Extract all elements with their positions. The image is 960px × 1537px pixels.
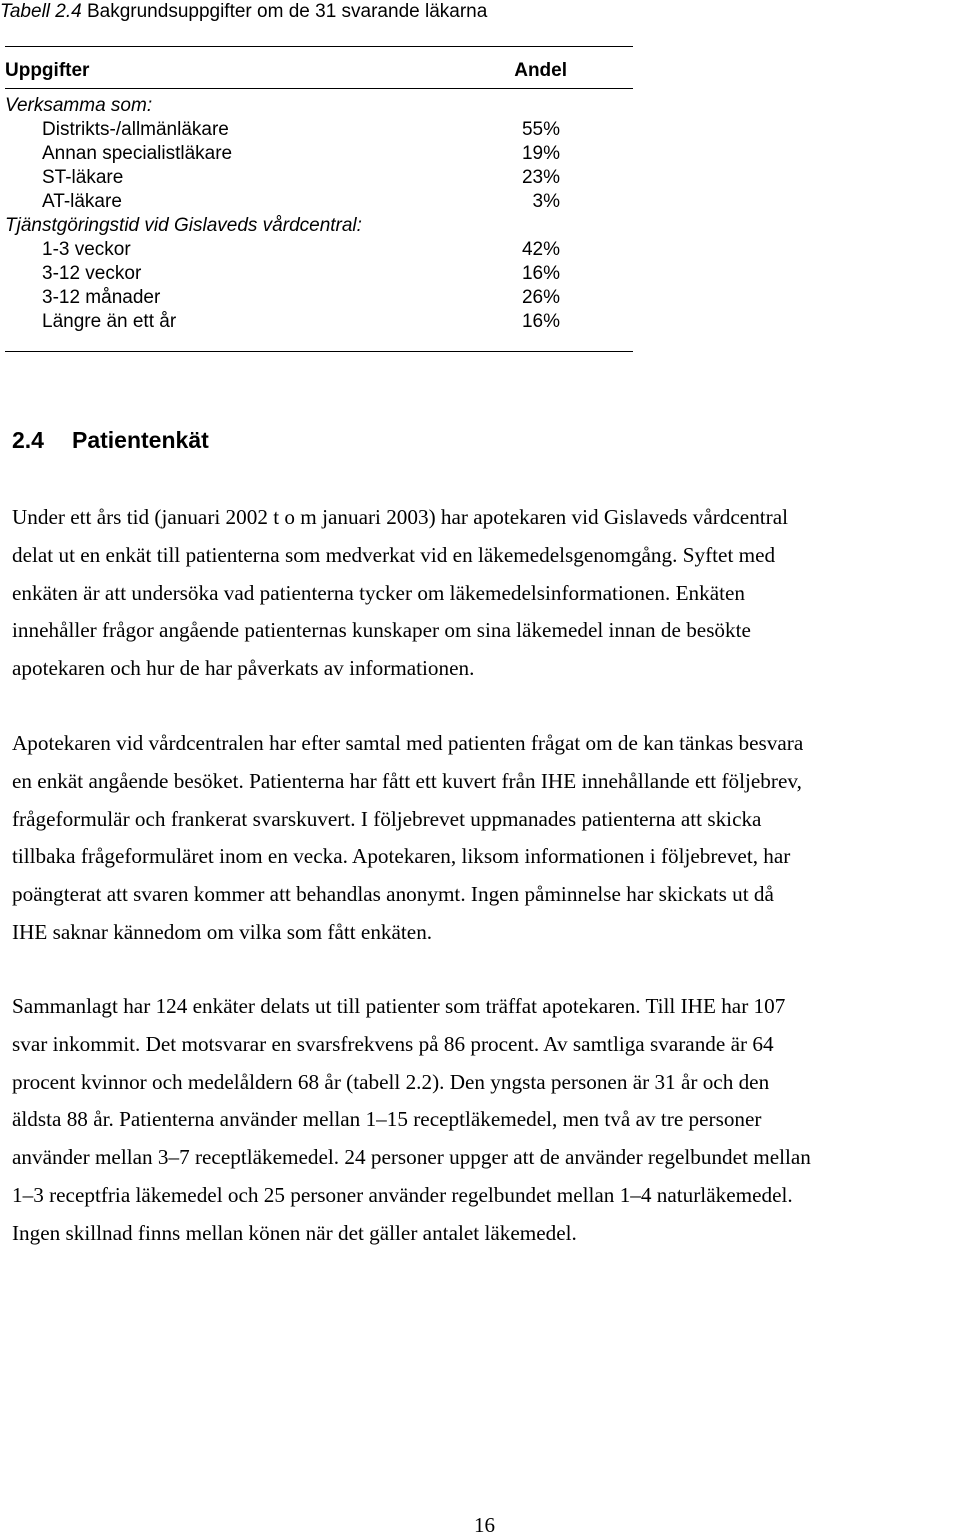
row-value: 55% bbox=[521, 119, 560, 140]
row-label: 3-12 månader bbox=[42, 287, 161, 308]
table-caption bbox=[0, 0, 487, 24]
table-caption-text: Bakgrundsuppgifter om de 31 svarande läkarna bbox=[86, 1, 488, 22]
paragraph-line: enkäten är att undersöka vad patienterna tycker om läkemedelsinformationen. Enkäten bbox=[12, 580, 746, 605]
paragraph-line: delat ut en enkät till patienterna som medverkat vid en läkemedelsgenomgång. Syftet med bbox=[12, 542, 776, 567]
row-label: ST-läkare bbox=[42, 167, 124, 188]
row-value: 3% bbox=[532, 191, 560, 212]
body-paragraph bbox=[12, 499, 960, 688]
paragraph-line: äldsta 88 år. Patienterna använder mellan 1–15 receptläkemedel, men två av tre personer bbox=[12, 1107, 762, 1132]
row-value: 19% bbox=[521, 143, 560, 164]
table-row bbox=[5, 190, 633, 214]
paragraph-line: tillbaka frågeformuläret inom en vecka. Apotekaren, liksom informationen i följebrevet, har bbox=[12, 844, 791, 869]
table-header-rule bbox=[5, 88, 633, 89]
table-row bbox=[5, 286, 633, 310]
paragraph-line: apotekaren och hur de har påverkats av informationen. bbox=[12, 656, 475, 681]
row-value: 42% bbox=[521, 239, 560, 260]
section-number: 2.4 bbox=[12, 427, 44, 453]
body-paragraph bbox=[12, 988, 960, 1253]
paragraph-line: en enkät angående besöket. Patienterna har fått ett kuvert från IHE innehållande ett följebrev, bbox=[12, 768, 802, 793]
paragraph-line: frågeformulär och frankerat svarskuvert. I följebrevet uppmanades patienterna att skicka bbox=[12, 806, 762, 831]
row-section-label: Verksamma som: bbox=[5, 95, 153, 116]
row-value: 16% bbox=[521, 263, 560, 284]
paragraph-line: Sammanlagt har 124 enkäter delats ut till patienter som träffat apotekaren. Till IHE har 107 bbox=[12, 994, 786, 1018]
paragraph-line: IHE saknar kännedom om vilka som fått enkäten. bbox=[12, 919, 433, 944]
row-label: Längre än ett år bbox=[42, 311, 177, 332]
row-value: 26% bbox=[521, 287, 560, 308]
paragraph-line: innehåller frågor angående patienternas kunskaper om sina läkemedel innan de besökte bbox=[12, 618, 751, 643]
paragraph-line: Under ett års tid (januari 2002 t o m januari 2003) har apotekaren vid Gislaveds vårdcentral bbox=[12, 505, 789, 529]
table-row bbox=[5, 142, 633, 166]
table-row bbox=[5, 238, 633, 262]
row-label: Annan specialistläkare bbox=[42, 143, 233, 164]
paragraph-line: poängterat att svaren kommer att behandlas anonymt. Ingen påminnelse har skickats ut då bbox=[12, 882, 774, 907]
row-label: 1-3 veckor bbox=[42, 239, 131, 260]
row-value: 16% bbox=[521, 311, 560, 332]
header-uppgifter: Uppgifter bbox=[5, 60, 90, 81]
table-bottom-rule bbox=[5, 351, 633, 352]
section-title: Patientenkät bbox=[72, 427, 209, 453]
paragraph-line: 1–3 receptfria läkemedel och 25 personer använder regelbundet mellan 1–4 naturläkemedel. bbox=[12, 1182, 793, 1207]
table-row bbox=[5, 166, 633, 190]
paragraph-line: använder mellan 3–7 receptläkemedel. 24 personer uppger att de använder regelbundet mellan bbox=[12, 1145, 811, 1170]
header-andel: Andel bbox=[514, 60, 567, 81]
paragraph-line: Ingen skillnad finns mellan könen när det gäller antalet läkemedel. bbox=[12, 1220, 577, 1245]
row-label: Distrikts-/allmänläkare bbox=[42, 119, 229, 140]
page-number: 16 bbox=[474, 1513, 495, 1537]
paragraph-line: svar inkommit. Det motsvarar en svarsfrekvens på 86 procent. Av samtliga svarande är 64 bbox=[12, 1031, 774, 1056]
table-row bbox=[5, 118, 633, 142]
row-value: 23% bbox=[521, 167, 560, 188]
table-row bbox=[5, 94, 633, 118]
section-heading bbox=[12, 425, 209, 455]
row-section-label: Tjänstgöringstid vid Gislaveds vårdcentral: bbox=[5, 215, 362, 236]
table-row bbox=[5, 214, 633, 238]
table-row bbox=[5, 262, 633, 286]
table-row bbox=[5, 310, 633, 334]
body-paragraph bbox=[12, 725, 960, 952]
row-label: 3-12 veckor bbox=[42, 263, 142, 284]
row-label: AT-läkare bbox=[42, 191, 122, 212]
paragraph-line: Apotekaren vid vårdcentralen har efter samtal med patienten frågat om de kan tänkas besvara bbox=[12, 731, 804, 755]
paragraph-line: procent kvinnor och medelåldern 68 år (tabell 2.2). Den yngsta personen är 31 år och den bbox=[12, 1069, 770, 1094]
table-header-row bbox=[5, 59, 633, 83]
table-top-rule bbox=[5, 46, 633, 47]
table-caption-number: Tabell 2.4 bbox=[0, 1, 82, 22]
background-table bbox=[5, 46, 633, 352]
